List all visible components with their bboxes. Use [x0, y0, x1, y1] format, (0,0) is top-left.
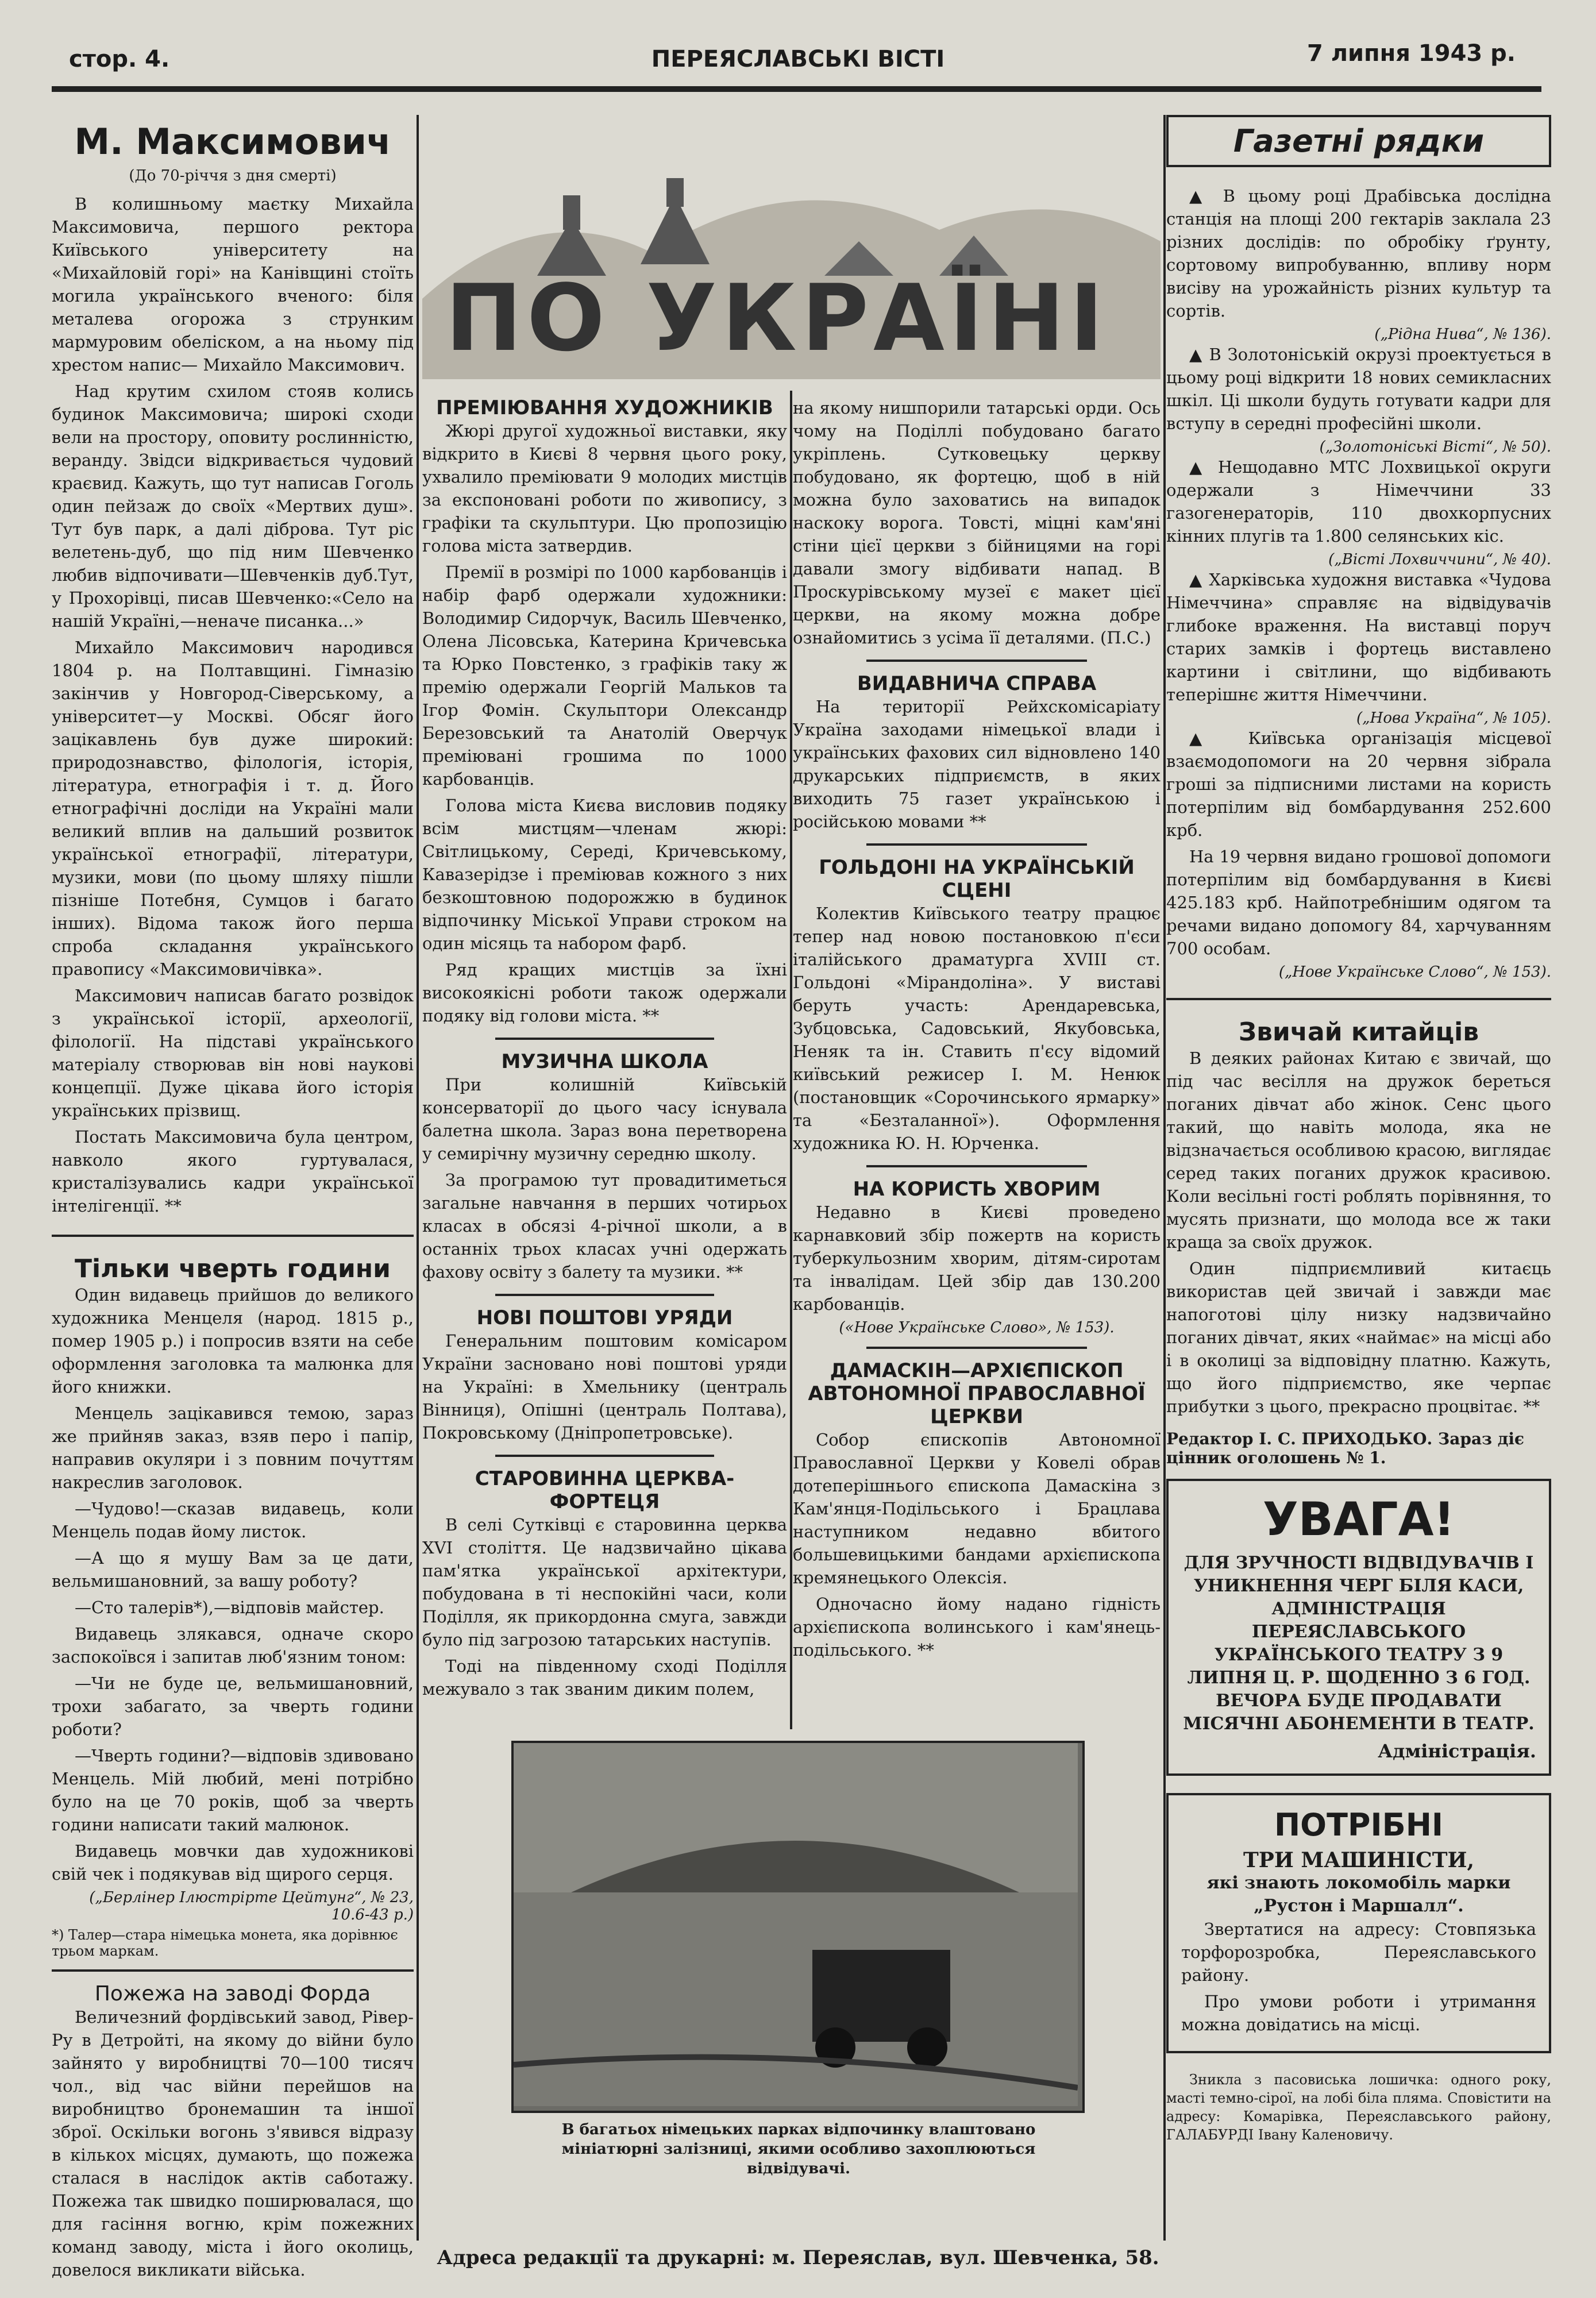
section-rule — [866, 1347, 1087, 1349]
article-title: МУЗИЧНА ШКОЛА — [501, 1050, 708, 1073]
article-source: („Берлінер Ілюстрірте Цейтунг“, № 23, 10.6-43 р.) — [89, 1889, 414, 1923]
article-paragraph: —Чверть години?—відповів здивовано Менцель. Мій любий, мені потрібно було на це 70 років, щоб за чверть години написати такий малюнок. — [52, 1746, 414, 1834]
article-paragraph: Тоді на південному сході Поділля межувало з так званим диким полем, — [422, 1656, 787, 1699]
article-paragraph: Генеральним поштовим комісаром України засновано нові поштові уряди на Україні: в Хмельнику (централь Вінниця), Опішні (централь Полтава), Покровському (Дніпропетровське). — [422, 1331, 787, 1443]
column-divider — [1163, 115, 1166, 2241]
article-paragraph: Постать Максимовича була центром, навколо якого гуртувалася, кристалізувались кадри української інтелігенції. ** — [52, 1127, 414, 1216]
article-paragraph: При колишній Київській консерваторії до цього часу існувала балетна школа. Зараз вона перетворена у семирічну музичну середню школу. — [422, 1075, 787, 1163]
section-header-box — [1166, 115, 1551, 167]
notice-box — [1166, 1479, 1551, 1776]
ad-subtitle: ТРИ МАШИНІСТИ, — [1243, 1848, 1475, 1872]
section-rule — [52, 1235, 414, 1237]
article-title: Пожежа на заводі Форда — [94, 1982, 371, 2006]
photo-caption: В багатьох німецьких парках відпочинку влаштовано мініатюрні залізниці, якими особливо захоплюються відвідувачі. — [561, 2121, 1036, 2177]
article-paragraph: Над крутим схилом стояв колись будинок Максимовича; широкі сходи вели на простору, оповиту рослинністю, веранду. Звідси відкривається чудовий краєвид. Кажуть, що тут написав Гоголь один пейзаж до своїх «Мертвих душ». Тут був парк, а далі діброва. Тут ріс велетень-дуб, що під ним Шевченко любив відпочивати—Шевченків дуб.Тут, у Прохорівці, писав Шевченко:«Село на нашій Україні,—неначе писанка...» — [52, 381, 414, 631]
news-source: („Нове Українське Слово“, № 153). — [1278, 963, 1551, 981]
section-rule — [866, 1165, 1087, 1167]
article-paragraph: Ряд кращих мистців за їхні високоякісні роботи також одержали подяку від голови міста. ** — [422, 960, 787, 1025]
article-title: ГОЛЬДОНІ НА УКРАЇНСЬКІЙ СЦЕНІ — [819, 856, 1135, 902]
section-rule — [866, 660, 1087, 662]
article-paragraph: Видавець мовчки дав художникові свій чек і подякував від щирого серця. — [52, 1841, 414, 1884]
article-paragraph: Видавець злякався, одначе скоро заспокоївся і запитав люб'язним тоном: — [52, 1624, 414, 1667]
issue-date: 7 липня 1943 р. — [1306, 40, 1516, 67]
notice-text: ДЛЯ ЗРУЧНОСТІ ВІДВІДУВАЧІВ І УНИКНЕННЯ ЧЕРГ БІЛЯ КАСИ, АДМІНІСТРАЦІЯ ПЕРЕЯСЛАВСЬКОГО УКРАЇНСЬКОГО ТЕАТРУ З 9 ЛИПНЯ Ц. Р. ЩОДЕННО З 6 ГОД. ВЕЧОРА БУДЕ ПРОДАВАТИ МІСЯЧНІ АБОНЕМЕНТИ В ТЕАТР. — [1183, 1553, 1535, 1734]
section-rule — [495, 1038, 714, 1040]
article-paragraph: За програмою тут провадитиметься загальне навчання в перших чотирьох класах в обсязі 4-річної школи, а в останніх трьох класах учні одержать фахову освіту з балету та музики. ** — [422, 1170, 787, 1282]
article-title: Тільки чверть години — [75, 1254, 391, 1283]
page-number: стор. 4. — [69, 46, 170, 72]
news-item: ▲ В Золотоніській окрузі проектується в цьому році відкрити 18 нових семикласних шкіл. Ці школи будуть готувати кадри для вступу в середні професійні школи. — [1166, 345, 1551, 433]
article-paragraph: —Чудово!—сказав видавець, коли Менцель подав йому листок. — [52, 1499, 414, 1541]
article-title: ПРЕМІЮВАННЯ ХУДОЖНИКІВ — [436, 396, 773, 419]
section-rule — [866, 843, 1087, 846]
article-paragraph: Жюрі другої художньої виставки, яку відкрито в Києві 8 червня цього року, ухвалило преміювати 9 молодих мистців за експоновані роботи по живопису, з графіки та скульптури. Цю пропозицію голова міста затвердив. — [422, 421, 787, 556]
section-rule — [52, 1969, 414, 1972]
notice-title: УВАГА! — [1263, 1493, 1455, 1546]
section-rule — [1166, 998, 1551, 1000]
news-source: („Вісті Лохвиччини“, № 40). — [1328, 551, 1551, 568]
article-paragraph: В селі Сутківці є старовинна церква XVI століття. Це надзвичайно цікава пам'ятка української архітектури, побудована в ті неспокійні часи, коли Поділля, як прикордонна смуга, завжди було під загрозою татарських наступів. — [422, 1515, 787, 1649]
article-title: СТАРОВИННА ЦЕРКВА-ФОРТЕЦЯ — [475, 1467, 735, 1513]
news-item: ▲ В цьому році Драбівська дослідна станція на площі 200 гектарів заклала 23 різних дослідів: по обробіку ґрунту, сортовому випробуванню, впливу норм висіву на урожайність різних культур та сортів. — [1166, 186, 1551, 321]
article-paragraph: Один видавець прийшов до великого художника Менцеля (народ. 1815 р., помер 1905 р.) і попросив взяти на себе оформлення заголовка та малюнка для його книжки. — [52, 1285, 414, 1397]
article-title: НОВІ ПОШТОВІ УРЯДИ — [476, 1306, 733, 1329]
article-subtitle: (До 70-річчя з дня смерті) — [129, 167, 337, 184]
newspaper-title: ПЕРЕЯСЛАВСЬКІ ВІСТІ — [651, 46, 945, 72]
article-paragraph: Премії в розмірі по 1000 карбованців і набір фарб одержали художники: Володимир Сидорчук, Василь Шевченко, Олена Лісовська, Катерина Кричевська та Юрко Повстенко, з графіків таку ж премію одержали Георгій Мальков та Ігор Фомін. Скульптори Олександр Березовський та Анатолій Оверчук преміювані грошима по 1000 карбованців. — [422, 562, 787, 789]
article-paragraph: Один підприємливий китаєць використав цей звичай і завжди має напоготові цілу низку надзвичайно поганих дівчат, яких «наймає» на місці або і в околиці за відповідну платню. Кажуть, що його підприємство, яке черпає прибутки з цього, прекрасно процвітає. ** — [1166, 1259, 1551, 1416]
article-paragraph: —Сто талерів*),—відповів майстер. — [75, 1598, 384, 1617]
section-rule — [495, 1455, 714, 1457]
article-paragraph: На території Рейхскомісаріату Україна заходами німецької влади і українських фахових сил відновлено 140 друкарських підприємств, в яких виходить 75 газет українською і російською мовами ** — [793, 697, 1161, 831]
article-paragraph: Михайло Максимович народився 1804 р. на Полтавщині. Гімназію закінчив у Новгород-Сіверському, а університет—у Москві. Обсяг його зацікавлень був дуже широкий: природознавство, філологія, історія, література, етнографія і т. д. Його етнографічні досліди на Україні мали великий вплив на дальший розвиток української етнографії, літератури, музики, мови (по цьому шляху пішли пізніше Потебня, Сумцов і багато інших). Відома також його перша спроба складання українського правопису «Максимовичівка». — [52, 638, 414, 979]
footer-address: Адреса редакції та друкарні: м. Переяслав, вул. Шевченка, 58. — [437, 2246, 1159, 2269]
editor-line: Редактор І. С. ПРИХОДЬКО. Зараз діє цінник оголошень № 1. — [1166, 1429, 1525, 1467]
section-title: ПО УКРАЇНІ — [445, 264, 1108, 372]
train-photo — [511, 1741, 1085, 2113]
lost-animal-notice: Зникла з пасовиська лошичка: одного року, масті темно-сірої, на лобі біла пляма. Сповістити на адресу: Комарівка, Переяславського району, ГАЛАБУРДІ Івану Каленовичу. — [1166, 2072, 1551, 2143]
column-divider — [790, 391, 792, 1729]
article-title: НА КОРИСТЬ ХВОРИМ — [853, 1178, 1101, 1201]
news-item: ▲ Нещодавно МТС Лохвицької округи одержали з Німеччини 33 газогенераторів, 110 двохкорпусних кінних плугів та 1.800 селянських кіс. — [1166, 457, 1551, 546]
ad-title: ПОТРІБНІ — [1274, 1807, 1444, 1843]
article-paragraph: —А що я мушу Вам за це дати, вельмишановний, за вашу роботу? — [52, 1548, 414, 1591]
news-source: („Рідна Нива“, № 136). — [1374, 326, 1551, 343]
article-paragraph: —Чи не буде це, вельмишановний, трохи забагато, за чверть години роботи? — [52, 1674, 414, 1739]
article-title: ВИДАВНИЧА СПРАВА — [857, 672, 1097, 695]
news-item: На 19 червня видано грошової допомоги потерпілим від бомбардування в Києві 425.183 крб. Найпотребнішим одягом та речами видано допомогу 84, харчуванням 700 особам. — [1166, 847, 1551, 958]
news-item: ▲ Харківська художня виставка «Чудова Німеччина» справляє на відвідувачів глибоке враження. На виставці поруч старих замків і фортець виставлено картини і світлини, що відбивають теперішнє життя Німеччини. — [1166, 570, 1551, 704]
ad-paragraph: Звертатися на адресу: Стовпязька торфорозробка, Переяславського району. — [1181, 1919, 1536, 1985]
right-column — [1166, 115, 1551, 2298]
left-column — [52, 115, 414, 2298]
article-title: Звичай китайців — [1238, 1017, 1479, 1047]
section-title: Газетні рядки — [1233, 123, 1485, 159]
article-paragraph: Собор єпископів Автономної Православної Церкви у Ковелі обрав дотеперішнього єпископа Дамаскіна з Кам'янця-Подільського і Брацлава наступником недавно вбитого большевицькими бандами архієпископа кремянецького Олексія. — [793, 1430, 1161, 1587]
article-paragraph: В деяких районах Китаю є звичай, що під час весілля на дружок береться поганих дівчат або жінок. Сенс цього такий, що навіть молода, яка не відзначається особливою красою, виглядає серед таких поганих дружок красивою. Коли весільні гості роблять порівняння, то мусять признати, що молода все ж таки краща за своїх дружок. — [1166, 1048, 1551, 1252]
footnote: *) Талер—стара німецька монета, яка дорівнює трьом маркам. — [52, 1927, 398, 1959]
article-paragraph: Недавно в Києві проведено карнавковий збір пожертв на користь туберкульозним хворим, дітям-сиротам та інвалідам. Цей збір дав 130.200 карбованців. — [793, 1202, 1161, 1314]
news-item: ▲ Київська організація місцевої взаємодопомоги на 20 червня зібрала гроші за підписними листами на користь потерпілим від бомбардування 252.600 крб. — [1166, 728, 1551, 840]
article-paragraph: В колишньому маєтку Михайла Максимовича, першого ректора Київського університету на «Михайловій горі» на Канівщині стоїть могила українського вченого: біля металева огорожа з струнким мармуровим обеліском, а на ньому під хрестом напис— Михайло Максимович. — [52, 194, 414, 375]
park-railway-image — [514, 1743, 1078, 2106]
section-rule — [495, 1294, 714, 1296]
article-source: («Нове Українське Слово», № 153). — [839, 1319, 1115, 1336]
article-paragraph: Менцель зацікавився темою, зараз же прийняв заказ, взяв перо і папір, направив окуляри і з повним почуттям накреслив заголовок. — [52, 1404, 414, 1492]
ad-text: які знають локомобіль марки „Рустон і Маршалл“. — [1206, 1873, 1511, 1916]
article-paragraph: Одночасно йому надано гідність архієпископа волинського і кам'янець-подільського. ** — [793, 1594, 1161, 1660]
article-paragraph: Голова міста Києва висловив подяку всім мистцям—членам жюрі: Світлицькому, Середі, Кричевському, Кавазерідзе і преміював кожного з них безкоштовною подорожжю в будинок відпочинку Міської Управи строком на один місяць та набором фарб. — [422, 796, 787, 953]
article-paragraph: Колектив Київського театру працює тепер над новою постановкою п'єси італійського драматурга XVIII ст. Гольдоні «Мірандоліна». У виставі беруть участь: Арендаревська, Зубцовська, Садовський, Якубовська, Неняк та ін. Ставить п'єсу відомий київський режисер І. М. Ненюк (постановщик «Сорочинського ярмарку» та «Безталанної»). Оформлення художника Ю. Н. Юрченка. — [793, 904, 1161, 1153]
column-divider — [417, 115, 419, 2241]
article-paragraph: Величезний фордівський завод, Рівер-Ру в Детройті, на якому до війни було зайнято у виробництві 70—100 тисяч чол., від час війни перейшов на виробництво бронемашин та іншої зброї. Оскільки вогонь з'явився відразу в кількох місцях, думають, що пожежа сталася в наслідок актів саботажу. Пожежа так швидко поширювалася, що для гасіння вогню, крім пожежних команд заводу, міста і його околиць, довелося викликати війська. — [52, 2007, 414, 2280]
article-paragraph: на якому нишпорили татарські орди. Ось чому на Поділлі побудовано багато укріплень. Сутковецьку церкву побудовано, як фортецю, щоб в ній можна було заховатись на випадок наскоку ворога. Товсті, міцні кам'яні стіни цієї церкви з бійницями на горі давали змогу відбивати напад. В Проскурівському музеї є макет цієї церкви, на якому можна добре ознайомитись з усіма її деталями. (П.С.) — [793, 398, 1161, 647]
article-title: ДАМАСКІН—АРХІЄПІСКОП АВТОНОМНОЇ ПРАВОСЛАВНОЇ ЦЕРКВИ — [808, 1359, 1146, 1428]
news-source: („Золотоніські Вісті“, № 50). — [1319, 438, 1551, 456]
notice-signature: Адміністрація. — [1378, 1740, 1536, 1762]
section-banner — [422, 126, 1161, 379]
job-ad-box — [1166, 1793, 1551, 2053]
article-paragraph: Максимович написав багато розвідок з української історії, археології, філології. На підставі українського матеріалу створював він нові наукові концепції. Дуже цікава його історія українських прізвищ. — [52, 986, 414, 1120]
ad-paragraph: Про умови роботи і утримання можна довідатись на місці. — [1181, 1992, 1536, 2034]
article-title: М. Максимович — [74, 121, 391, 163]
header-rule — [52, 86, 1541, 92]
news-source: („Нова Україна“, № 105). — [1356, 710, 1551, 727]
